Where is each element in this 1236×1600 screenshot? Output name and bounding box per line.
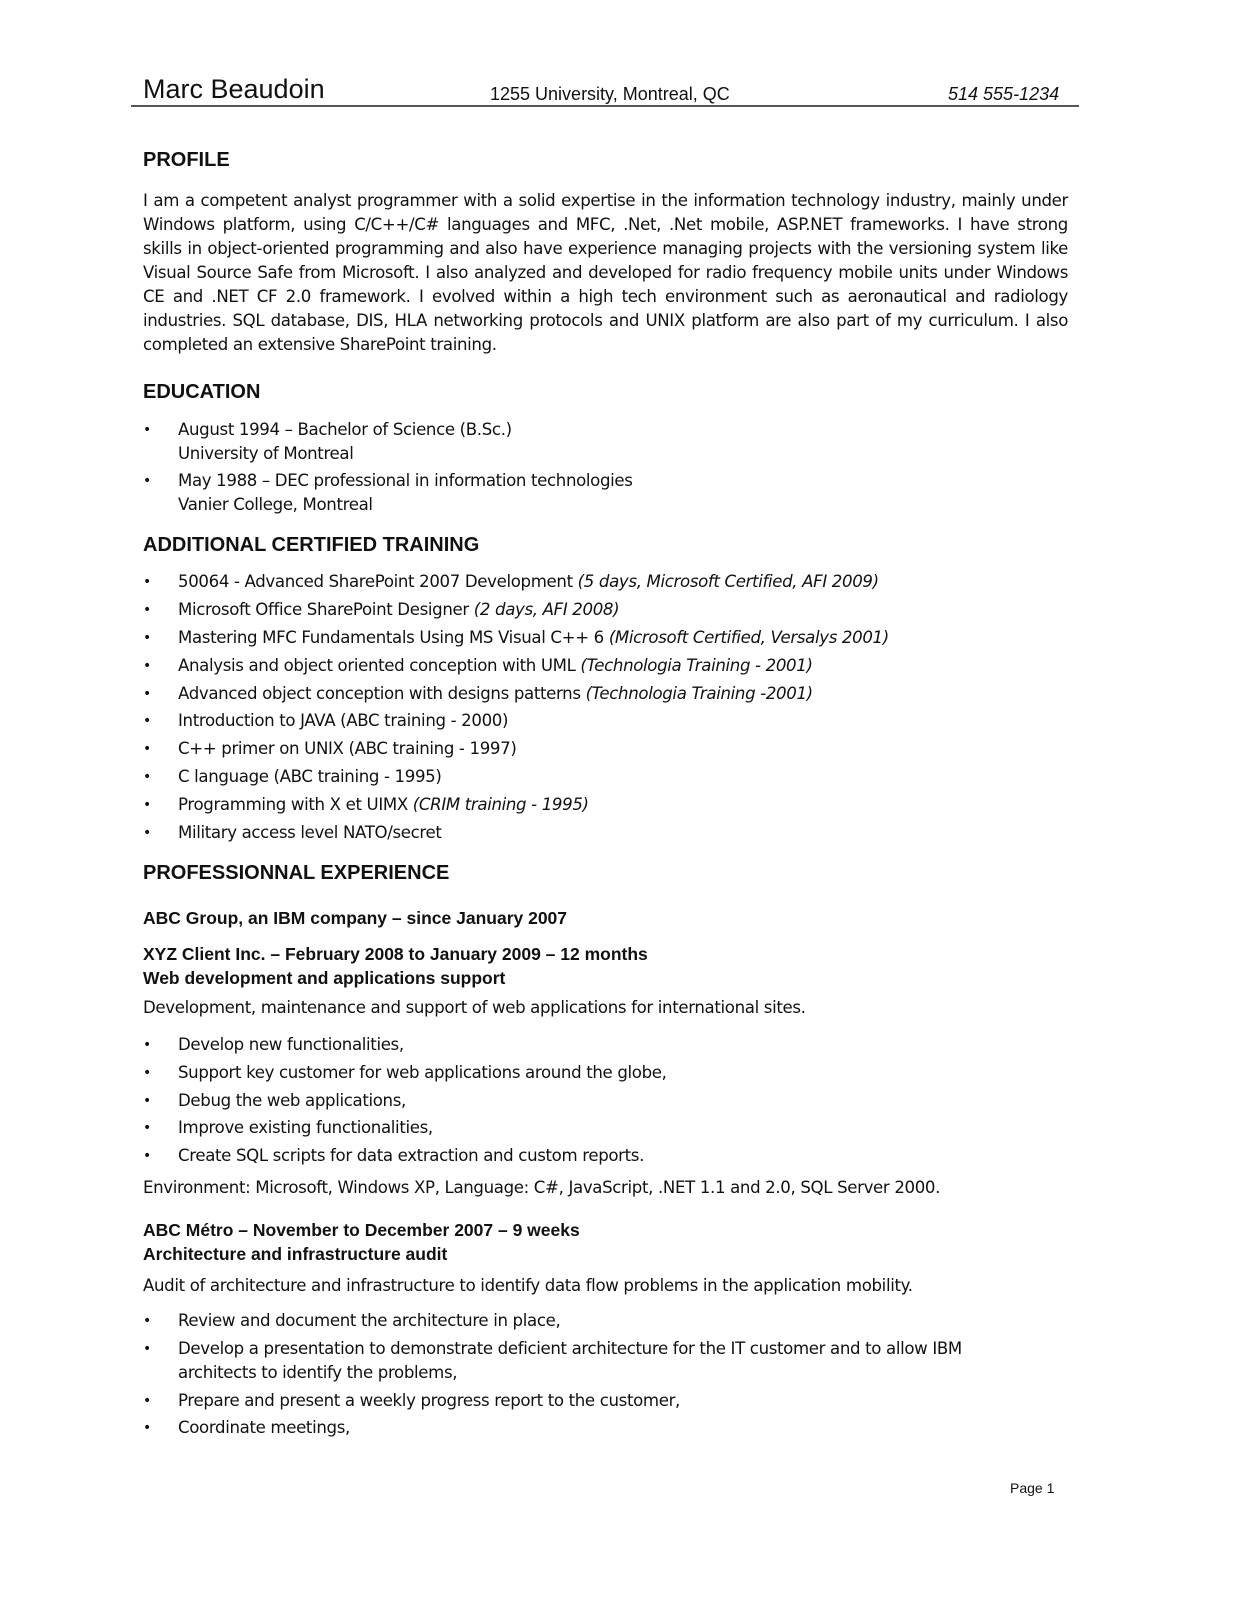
training-course: Mastering MFC Fundamentals Using MS Visual C++ 6 bbox=[178, 627, 609, 647]
training-course: Introduction to JAVA (ABC training - 2000) bbox=[178, 711, 509, 731]
job-bullet: • Develop a presentation to demonstrate deficient architecture for the IT customer and to allow IBM architects to identify the problems, bbox=[143, 1337, 1043, 1385]
employer: ABC Group, an IBM company – since January 2007 bbox=[143, 908, 568, 928]
training-item bbox=[143, 821, 1073, 849]
training-note: (Technologia Training -2001) bbox=[585, 683, 813, 703]
education-item bbox=[143, 469, 1073, 517]
training-note: (5 days, Microsoft Certified, AFI 2009) bbox=[577, 572, 879, 591]
training-note: (2 days, AFI 2008) bbox=[473, 599, 620, 619]
training-item bbox=[143, 793, 1073, 821]
education-list bbox=[143, 418, 1073, 520]
profile-text: I am a competent analyst programmer with a solid expertise in the information technology industry, mainly under Windows platform, using C/C++/C# languages and MFC, .Net, .Net mobile, ASP.NET frameworks. I have strong skills in object-oriented programming and also have experience managing projects with the versioning system like Visual Source Safe from Microsoft. I also analyzed and developed for radio frequency mobile units under Windows CE and .NET CF 2.0 framework. I evolved within a high tech environment such as aeronautical and radiology industries. SQL database, DIS, HLA networking protocols and UNIX platform are also part of my curriculum. I also completed an extensive SharePoint training. bbox=[143, 191, 1068, 354]
training-course: C language (ABC training - 1995) bbox=[178, 767, 442, 787]
job-summary: Audit of architecture and infrastructure to identify data flow problems in the application mobility. bbox=[143, 1276, 913, 1295]
job-bullet: • Coordinate meetings, bbox=[143, 1416, 1043, 1440]
education-degree: May 1988 – DEC professional in information technologies bbox=[178, 471, 633, 490]
job-bullet: • Prepare and present a weekly progress report to the customer, bbox=[143, 1389, 1043, 1413]
job-summary: Development, maintenance and support of web applications for international sites. bbox=[143, 998, 806, 1017]
job-title: XYZ Client Inc. – February 2008 to January 2009 – 12 months bbox=[143, 944, 648, 964]
training-item bbox=[143, 654, 1073, 682]
training-course: Military access level NATO/secret bbox=[178, 823, 442, 843]
address: 1255 University, Montreal, QC bbox=[490, 84, 730, 104]
training-course: Analysis and object oriented conception with UML bbox=[178, 655, 581, 675]
training-item bbox=[143, 570, 1073, 598]
education-degree: August 1994 – Bachelor of Science (B.Sc.) bbox=[178, 420, 512, 439]
training-item bbox=[143, 709, 1073, 737]
job-bullet: • Debug the web applications, bbox=[143, 1089, 1073, 1113]
job-title: ABC Métro – November to December 2007 – 9 weeks bbox=[143, 1220, 580, 1240]
job-role: Web development and applications support bbox=[143, 968, 506, 988]
candidate-name: Marc Beaudoin bbox=[143, 74, 325, 104]
training-note: (Technologia Training - 2001) bbox=[580, 655, 813, 675]
job-environment: Environment: Microsoft, Windows XP, Language: C#, JavaScript, .NET 1.1 and 2.0, SQL Server 2000. bbox=[143, 1178, 941, 1197]
training-heading: ADDITIONAL CERTIFIED TRAINING bbox=[143, 534, 480, 556]
training-course: 50064 - Advanced SharePoint 2007 Development bbox=[178, 572, 578, 591]
training-list bbox=[143, 570, 1073, 849]
phone: 514 555-1234 bbox=[948, 84, 1060, 104]
training-item bbox=[143, 682, 1073, 710]
education-school: University of Montreal bbox=[178, 444, 354, 463]
training-course: Advanced object conception with designs patterns bbox=[178, 683, 586, 703]
education-heading: EDUCATION bbox=[143, 381, 261, 403]
job-bullet: • Review and document the architecture in place, bbox=[143, 1309, 1043, 1333]
job-bullets bbox=[143, 1033, 1073, 1172]
page-number: Page 1 bbox=[1010, 1480, 1055, 1496]
job-bullet: • Improve existing functionalities, bbox=[143, 1116, 1073, 1140]
training-item bbox=[143, 765, 1073, 793]
job-bullets bbox=[143, 1309, 1043, 1444]
education-school: Vanier College, Montreal bbox=[178, 495, 373, 514]
training-item bbox=[143, 626, 1073, 654]
training-item bbox=[143, 598, 1073, 626]
job-bullet: • Create SQL scripts for data extraction and custom reports. bbox=[143, 1144, 1073, 1168]
header-divider bbox=[131, 105, 1079, 107]
job-role: Architecture and infrastructure audit bbox=[143, 1244, 448, 1264]
job-bullet: • Support key customer for web applications around the globe, bbox=[143, 1061, 1073, 1085]
education-item bbox=[143, 418, 1073, 466]
training-note: (CRIM training - 1995) bbox=[412, 795, 589, 815]
training-course: Microsoft Office SharePoint Designer bbox=[178, 599, 474, 619]
experience-heading: PROFESSIONNAL EXPERIENCE bbox=[143, 862, 450, 884]
training-course: C++ primer on UNIX (ABC training - 1997) bbox=[178, 739, 517, 759]
training-note: (Microsoft Certified, Versalys 2001) bbox=[608, 627, 889, 647]
profile-heading: PROFILE bbox=[143, 149, 230, 171]
training-item bbox=[143, 737, 1073, 765]
training-course: Programming with X et UIMX bbox=[178, 795, 413, 815]
job-bullet: • Develop new functionalities, bbox=[143, 1033, 1073, 1057]
